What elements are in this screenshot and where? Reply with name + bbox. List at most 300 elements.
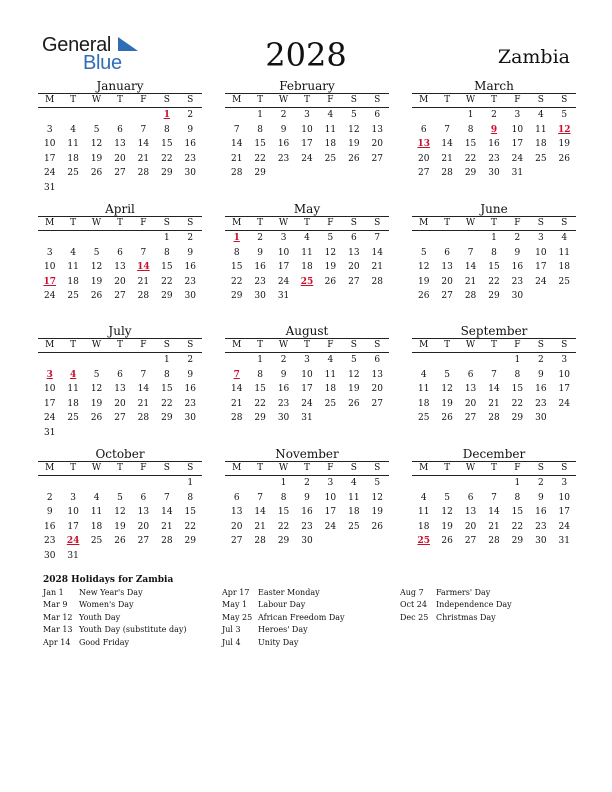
day-cell: 11 bbox=[558, 247, 570, 258]
day-cell: 19 bbox=[90, 153, 103, 164]
day-cell: 15 bbox=[161, 262, 173, 273]
weekday-header: W bbox=[91, 463, 102, 473]
month-january bbox=[38, 79, 202, 196]
day-cell: 29 bbox=[277, 536, 290, 547]
day-cell: 22 bbox=[488, 276, 500, 287]
day-cell: 24 bbox=[558, 521, 570, 532]
month-calendar-table bbox=[225, 93, 389, 181]
empty-day-cell bbox=[553, 411, 576, 426]
month-august bbox=[225, 324, 389, 426]
day-cell: 2 bbox=[46, 492, 53, 503]
day-cell: 25 bbox=[348, 521, 360, 532]
day-cell: 2 bbox=[514, 233, 521, 243]
day-cell: 28 bbox=[488, 536, 500, 547]
weekday-header: M bbox=[232, 218, 242, 228]
day-cell: 4 bbox=[327, 355, 334, 365]
day-cell: 1 bbox=[257, 110, 263, 120]
weekday-header: T bbox=[257, 95, 264, 105]
month-calendar-table bbox=[225, 461, 389, 549]
weekday-header: S bbox=[537, 340, 544, 350]
day-cell: 19 bbox=[348, 139, 360, 150]
empty-day-cell bbox=[319, 411, 342, 426]
day-cell: 23 bbox=[535, 398, 547, 409]
page-title-year: 2028 bbox=[265, 36, 347, 74]
weekday-header: T bbox=[116, 463, 123, 473]
day-cell: 15 bbox=[161, 384, 173, 395]
day-cell: 12 bbox=[348, 369, 360, 380]
day-cell: 10 bbox=[43, 262, 56, 273]
month-february bbox=[225, 79, 389, 181]
weekday-header: F bbox=[514, 463, 521, 473]
day-cell: 16 bbox=[535, 507, 547, 518]
weekday-header: S bbox=[163, 218, 170, 228]
day-cell: 10 bbox=[558, 492, 570, 503]
empty-day-cell bbox=[342, 534, 365, 549]
day-cell: 20 bbox=[348, 262, 360, 273]
day-cell: 13 bbox=[371, 369, 383, 380]
day-cell: 18 bbox=[67, 398, 79, 409]
day-cell: 25 bbox=[67, 413, 79, 424]
day-cell: 10 bbox=[43, 139, 56, 150]
day-cell: 27 bbox=[417, 168, 430, 179]
day-cell: 26 bbox=[90, 291, 103, 302]
day-cell: 24 bbox=[277, 276, 290, 287]
day-cell: 21 bbox=[464, 276, 477, 287]
weekday-header: F bbox=[140, 95, 147, 105]
day-cell: 2 bbox=[537, 478, 544, 488]
day-cell: 24 bbox=[43, 168, 56, 179]
day-cell: 15 bbox=[254, 384, 266, 395]
day-cell: 18 bbox=[417, 398, 430, 409]
day-cell: 16 bbox=[511, 262, 524, 273]
holiday-day-cell: 3 bbox=[46, 369, 53, 380]
holiday-name: Youth Day (substitute day) bbox=[79, 625, 187, 635]
weekday-header: S bbox=[163, 340, 170, 350]
empty-day-cell bbox=[553, 289, 576, 304]
day-cell: 27 bbox=[114, 291, 126, 302]
empty-day-cell bbox=[342, 411, 365, 426]
day-cell: 31 bbox=[67, 550, 79, 561]
empty-day-cell bbox=[529, 289, 552, 304]
day-cell: 10 bbox=[558, 369, 570, 380]
day-cell: 16 bbox=[43, 521, 56, 532]
day-cell: 31 bbox=[558, 536, 570, 547]
day-cell: 12 bbox=[90, 262, 103, 273]
day-cell: 3 bbox=[280, 233, 287, 243]
empty-day-cell bbox=[553, 166, 576, 181]
month-november bbox=[225, 447, 389, 549]
holiday-name: Heroes' Day bbox=[258, 625, 308, 635]
weekday-header: M bbox=[232, 95, 242, 105]
day-cell: 14 bbox=[464, 262, 477, 273]
holiday-name: Easter Monday bbox=[258, 588, 320, 597]
day-cell: 12 bbox=[441, 384, 453, 395]
weekday-header: T bbox=[257, 463, 264, 473]
day-cell: 10 bbox=[43, 384, 56, 395]
month-july bbox=[38, 324, 202, 441]
month-october bbox=[38, 447, 202, 564]
holiday-date: Mar 12 bbox=[43, 612, 73, 622]
weekday-header: M bbox=[232, 463, 242, 473]
weekday-header: S bbox=[187, 95, 194, 105]
day-cell: 9 bbox=[537, 492, 544, 503]
day-cell: 16 bbox=[301, 507, 313, 518]
day-cell: 20 bbox=[137, 521, 150, 532]
holiday-date: Jan 1 bbox=[43, 588, 64, 597]
day-cell: 25 bbox=[324, 153, 337, 164]
empty-day-cell bbox=[85, 353, 108, 368]
holiday-day-cell: 12 bbox=[558, 124, 571, 135]
weekday-header: W bbox=[465, 463, 476, 473]
day-cell: 12 bbox=[90, 139, 103, 150]
month-calendar-table bbox=[38, 216, 202, 304]
day-cell: 5 bbox=[420, 247, 427, 258]
day-cell: 29 bbox=[488, 291, 500, 302]
holiday-day-cell: 1 bbox=[233, 233, 240, 243]
day-cell: 8 bbox=[163, 124, 170, 135]
day-cell: 13 bbox=[464, 507, 477, 518]
day-cell: 14 bbox=[161, 507, 173, 518]
holiday-date: Aug 7 bbox=[400, 588, 424, 597]
day-cell: 9 bbox=[304, 492, 310, 503]
day-cell: 15 bbox=[511, 507, 524, 518]
day-cell: 2 bbox=[187, 110, 194, 120]
day-cell: 28 bbox=[161, 536, 173, 547]
day-cell: 11 bbox=[417, 507, 430, 518]
day-cell: 23 bbox=[43, 536, 56, 547]
empty-day-cell bbox=[132, 476, 155, 491]
day-cell: 11 bbox=[67, 262, 79, 273]
day-cell: 18 bbox=[324, 384, 337, 395]
day-cell: 28 bbox=[137, 168, 150, 179]
day-cell: 4 bbox=[327, 110, 334, 120]
empty-day-cell bbox=[412, 353, 435, 368]
empty-day-cell bbox=[342, 289, 365, 304]
day-cell: 7 bbox=[140, 124, 147, 135]
logo-text-general: General bbox=[42, 34, 112, 56]
day-cell: 18 bbox=[67, 276, 79, 287]
day-cell: 9 bbox=[514, 247, 521, 258]
weekday-header: T bbox=[490, 95, 497, 105]
holiday-date: May 25 bbox=[222, 612, 253, 622]
day-cell: 27 bbox=[464, 413, 477, 424]
month-name: May bbox=[293, 202, 321, 216]
day-cell: 10 bbox=[324, 492, 337, 503]
month-calendar-table bbox=[412, 93, 576, 181]
day-cell: 5 bbox=[350, 110, 357, 120]
day-cell: 30 bbox=[511, 291, 524, 302]
day-cell: 3 bbox=[561, 355, 568, 365]
day-cell: 19 bbox=[114, 521, 126, 532]
weekday-header: T bbox=[303, 340, 310, 350]
empty-day-cell bbox=[366, 289, 389, 304]
day-cell: 18 bbox=[558, 262, 570, 273]
day-cell: 29 bbox=[184, 536, 196, 547]
day-cell: 1 bbox=[257, 355, 263, 365]
month-name: December bbox=[462, 447, 526, 461]
empty-day-cell bbox=[319, 289, 342, 304]
day-cell: 5 bbox=[374, 478, 381, 488]
day-cell: 3 bbox=[561, 478, 568, 488]
day-cell: 20 bbox=[371, 384, 383, 395]
day-cell: 8 bbox=[280, 492, 287, 503]
day-cell: 16 bbox=[488, 139, 500, 150]
day-cell: 29 bbox=[161, 413, 173, 424]
day-cell: 28 bbox=[464, 291, 477, 302]
weekday-header: T bbox=[490, 463, 497, 473]
day-cell: 28 bbox=[371, 276, 383, 287]
day-cell: 30 bbox=[43, 550, 56, 561]
day-cell: 7 bbox=[444, 124, 450, 135]
day-cell: 30 bbox=[301, 536, 313, 547]
country-name: Zambia bbox=[497, 46, 570, 68]
day-cell: 17 bbox=[301, 384, 313, 395]
weekday-header: M bbox=[419, 340, 429, 350]
day-cell: 13 bbox=[371, 124, 383, 135]
day-cell: 28 bbox=[230, 168, 243, 179]
day-cell: 16 bbox=[184, 384, 196, 395]
empty-day-cell bbox=[412, 231, 435, 246]
day-cell: 22 bbox=[161, 276, 173, 287]
month-june bbox=[412, 202, 576, 304]
day-cell: 27 bbox=[137, 536, 150, 547]
day-cell: 31 bbox=[511, 168, 524, 179]
day-cell: 12 bbox=[417, 262, 430, 273]
day-cell: 22 bbox=[161, 153, 173, 164]
holiday-date: Dec 25 bbox=[400, 612, 429, 622]
holiday-name: Christmas Day bbox=[436, 612, 496, 622]
day-cell: 8 bbox=[187, 492, 194, 503]
day-cell: 14 bbox=[137, 139, 150, 150]
empty-day-cell bbox=[459, 231, 482, 246]
day-cell: 3 bbox=[304, 355, 310, 365]
day-cell: 30 bbox=[535, 413, 547, 424]
weekday-header: F bbox=[514, 340, 521, 350]
empty-day-cell bbox=[412, 108, 435, 123]
day-cell: 22 bbox=[254, 153, 266, 164]
holiday-date: Jul 4 bbox=[222, 637, 241, 647]
day-cell: 12 bbox=[90, 384, 103, 395]
weekday-header: T bbox=[444, 218, 451, 228]
day-cell: 19 bbox=[90, 276, 103, 287]
holiday-day-cell: 4 bbox=[70, 369, 77, 380]
day-cell: 20 bbox=[417, 153, 430, 164]
empty-day-cell bbox=[38, 476, 61, 491]
weekday-header: T bbox=[70, 95, 77, 105]
empty-day-cell bbox=[179, 549, 202, 564]
weekday-header: S bbox=[561, 463, 568, 473]
empty-day-cell bbox=[366, 166, 389, 181]
day-cell: 27 bbox=[114, 168, 126, 179]
empty-day-cell bbox=[61, 353, 84, 368]
weekday-header: F bbox=[514, 95, 521, 105]
day-cell: 21 bbox=[137, 153, 150, 164]
day-cell: 31 bbox=[43, 182, 56, 193]
holiday-name: Good Friday bbox=[79, 637, 130, 647]
day-cell: 3 bbox=[46, 247, 53, 258]
day-cell: 1 bbox=[491, 233, 497, 243]
day-cell: 21 bbox=[137, 276, 150, 287]
day-cell: 6 bbox=[350, 233, 357, 243]
day-cell: 23 bbox=[184, 153, 196, 164]
empty-day-cell bbox=[108, 549, 131, 564]
day-cell: 13 bbox=[114, 262, 126, 273]
empty-day-cell bbox=[85, 181, 108, 196]
day-cell: 5 bbox=[93, 124, 100, 135]
month-name: November bbox=[275, 447, 339, 461]
day-cell: 9 bbox=[187, 124, 194, 135]
day-cell: 30 bbox=[535, 536, 547, 547]
day-cell: 9 bbox=[46, 507, 53, 518]
day-cell: 2 bbox=[257, 233, 263, 243]
holiday-name: New Year's Day bbox=[79, 588, 143, 597]
day-cell: 24 bbox=[558, 398, 570, 409]
holiday-day-cell: 17 bbox=[43, 276, 56, 287]
empty-day-cell bbox=[132, 549, 155, 564]
empty-day-cell bbox=[295, 289, 318, 304]
empty-day-cell bbox=[459, 353, 482, 368]
day-cell: 2 bbox=[491, 110, 497, 120]
weekday-header: T bbox=[70, 218, 77, 228]
month-name: January bbox=[96, 79, 144, 93]
empty-day-cell bbox=[108, 108, 131, 123]
day-cell: 11 bbox=[67, 384, 79, 395]
day-cell: 26 bbox=[324, 276, 337, 287]
day-cell: 18 bbox=[324, 139, 337, 150]
day-cell: 13 bbox=[441, 262, 453, 273]
holiday-date: May 1 bbox=[222, 600, 248, 610]
day-cell: 25 bbox=[558, 276, 570, 287]
day-cell: 17 bbox=[43, 153, 56, 164]
day-cell: 23 bbox=[277, 153, 290, 164]
holiday-day-cell: 9 bbox=[490, 124, 498, 135]
day-cell: 7 bbox=[140, 369, 147, 380]
day-cell: 8 bbox=[257, 124, 263, 135]
day-cell: 8 bbox=[514, 492, 521, 503]
logo-text-blue: Blue bbox=[83, 52, 122, 74]
weekday-header: S bbox=[163, 463, 170, 473]
day-cell: 8 bbox=[491, 247, 497, 258]
day-cell: 26 bbox=[114, 536, 126, 547]
weekday-header: F bbox=[327, 95, 334, 105]
day-cell: 24 bbox=[511, 153, 524, 164]
day-cell: 24 bbox=[324, 521, 337, 532]
weekday-header: T bbox=[303, 95, 310, 105]
empty-day-cell bbox=[272, 166, 295, 181]
weekday-header: M bbox=[419, 218, 429, 228]
day-cell: 31 bbox=[277, 291, 290, 302]
day-cell: 7 bbox=[257, 492, 263, 503]
day-cell: 21 bbox=[488, 398, 500, 409]
day-cell: 25 bbox=[67, 168, 79, 179]
day-cell: 1 bbox=[187, 478, 194, 488]
weekday-header: W bbox=[465, 340, 476, 350]
month-name: April bbox=[105, 202, 135, 216]
day-cell: 14 bbox=[371, 247, 383, 258]
holiday-day-cell: 24 bbox=[66, 536, 80, 547]
day-cell: 22 bbox=[254, 398, 266, 409]
empty-day-cell bbox=[225, 108, 248, 123]
day-cell: 23 bbox=[184, 398, 196, 409]
day-cell: 31 bbox=[301, 413, 313, 424]
empty-day-cell bbox=[38, 353, 61, 368]
month-name: July bbox=[108, 324, 132, 338]
day-cell: 9 bbox=[187, 369, 194, 380]
holiday-date: Oct 24 bbox=[400, 600, 427, 610]
day-cell: 12 bbox=[324, 247, 337, 258]
weekday-header: M bbox=[419, 463, 429, 473]
month-name: August bbox=[285, 324, 329, 338]
day-cell: 24 bbox=[43, 413, 56, 424]
day-cell: 7 bbox=[374, 233, 381, 243]
day-cell: 26 bbox=[441, 413, 453, 424]
day-cell: 7 bbox=[140, 247, 147, 258]
holiday-name: Women's Day bbox=[79, 600, 134, 610]
empty-day-cell bbox=[248, 476, 271, 491]
empty-day-cell bbox=[459, 476, 482, 491]
weekday-header: T bbox=[70, 340, 77, 350]
empty-day-cell bbox=[132, 231, 155, 246]
day-cell: 7 bbox=[491, 492, 497, 503]
empty-day-cell bbox=[38, 108, 61, 123]
day-cell: 28 bbox=[137, 413, 150, 424]
empty-day-cell bbox=[482, 353, 505, 368]
day-cell: 8 bbox=[163, 247, 170, 258]
month-calendar-table bbox=[38, 93, 202, 196]
day-cell: 3 bbox=[514, 110, 521, 120]
day-cell: 26 bbox=[348, 398, 360, 409]
empty-day-cell bbox=[155, 181, 178, 196]
day-cell: 20 bbox=[114, 153, 126, 164]
day-cell: 28 bbox=[441, 168, 453, 179]
empty-day-cell bbox=[61, 181, 84, 196]
day-cell: 4 bbox=[93, 492, 100, 503]
day-cell: 27 bbox=[371, 153, 383, 164]
holiday-name: African Freedom Day bbox=[258, 612, 345, 622]
day-cell: 18 bbox=[348, 507, 360, 518]
weekday-header: M bbox=[45, 95, 55, 105]
day-cell: 12 bbox=[441, 507, 453, 518]
weekday-header: S bbox=[350, 95, 357, 105]
day-cell: 15 bbox=[464, 139, 477, 150]
weekday-header: W bbox=[278, 463, 289, 473]
empty-day-cell bbox=[412, 476, 435, 491]
empty-day-cell bbox=[38, 231, 61, 246]
empty-day-cell bbox=[435, 353, 458, 368]
holiday-date: Mar 9 bbox=[43, 600, 68, 610]
day-cell: 29 bbox=[230, 291, 243, 302]
day-cell: 19 bbox=[324, 262, 337, 273]
day-cell: 20 bbox=[441, 276, 453, 287]
day-cell: 2 bbox=[280, 110, 287, 120]
month-calendar-table bbox=[412, 461, 576, 549]
day-cell: 6 bbox=[374, 110, 381, 120]
day-cell: 19 bbox=[371, 507, 383, 518]
day-cell: 11 bbox=[348, 492, 360, 503]
day-cell: 30 bbox=[184, 168, 196, 179]
day-cell: 2 bbox=[187, 355, 194, 365]
day-cell: 1 bbox=[514, 355, 521, 365]
holiday-date: Apr 14 bbox=[43, 637, 71, 647]
day-cell: 21 bbox=[161, 521, 173, 532]
empty-day-cell bbox=[225, 476, 248, 491]
weekday-header: F bbox=[140, 340, 147, 350]
day-cell: 15 bbox=[230, 262, 243, 273]
day-cell: 16 bbox=[184, 139, 196, 150]
day-cell: 8 bbox=[257, 369, 263, 380]
day-cell: 6 bbox=[374, 355, 381, 365]
day-cell: 25 bbox=[90, 536, 103, 547]
